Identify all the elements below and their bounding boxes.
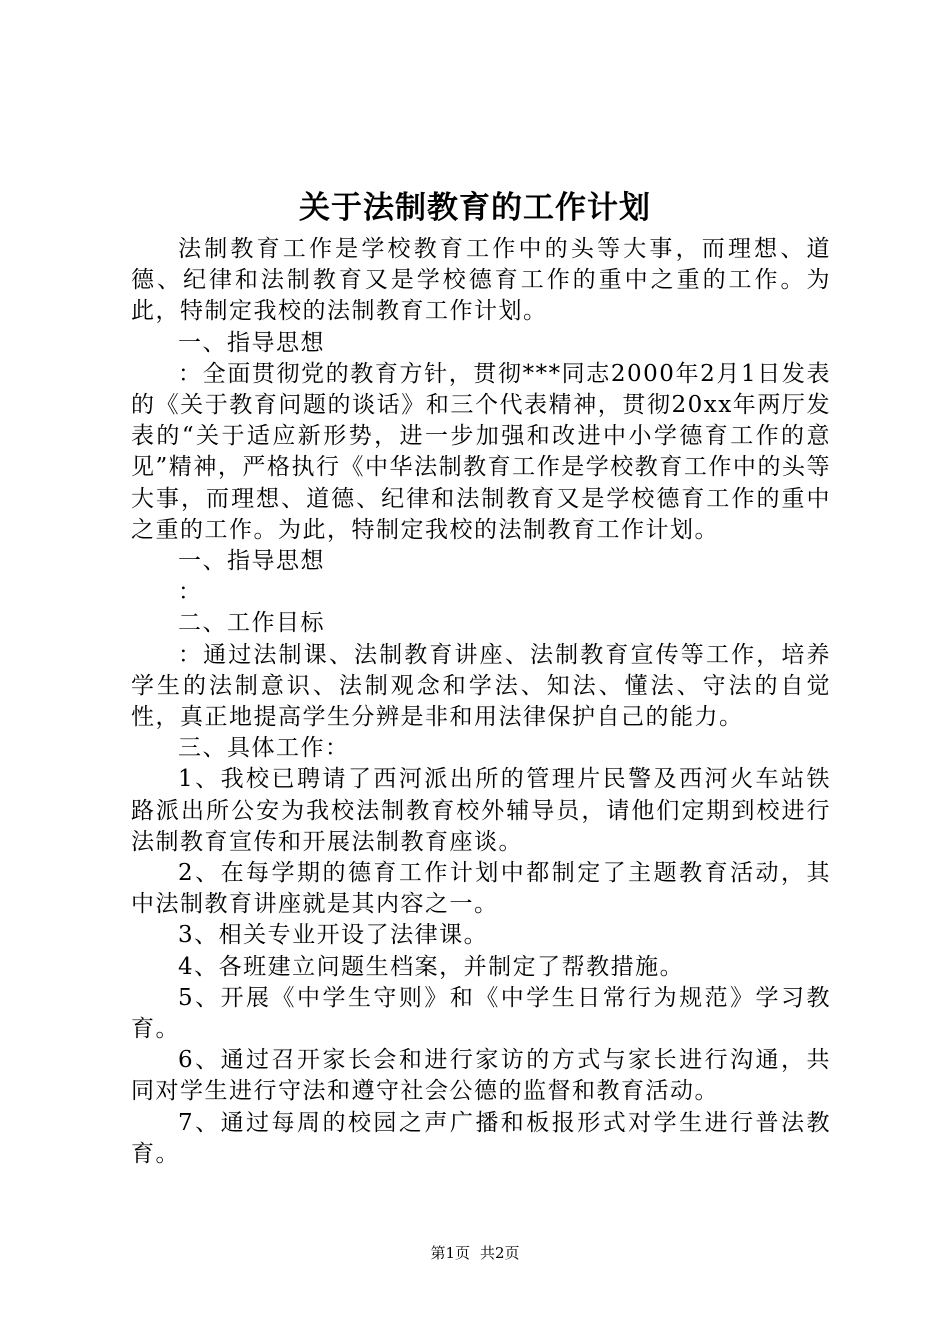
list-item-2: 2、在每学期的德育工作计划中都制定了主题教育活动，其中法制教育讲座就是其内容之一。 [131,860,831,918]
document-body [131,234,831,1170]
list-item-3: 3、相关专业开设了法律课。 [178,922,489,949]
page-footer [0,1243,950,1263]
paragraph-colon: ： [178,579,203,606]
list-item-6: 6、通过召开家长会和进行家访的方式与家长进行沟通，共同对学生进行守法和遵守社会公德的监督和教育活动。 [131,1047,831,1105]
paragraph-intro: 法制教育工作是学校教育工作中的头等大事，而理想、道德、纪律和法制教育又是学校德育工作的重中之重的工作。为此，特制定我校的法制教育工作计划。 [131,236,831,325]
page-total: 共2页 [480,1244,520,1262]
page-number: 第1页 [430,1244,470,1262]
heading-specific-work: 三、具体工作： [178,735,350,762]
list-item-5: 5、开展《中学生守则》和《中学生日常行为规范》学习教育。 [131,984,831,1043]
heading-guiding-thought-repeat: 一、指导思想 [178,548,325,575]
document-title: 关于法制教育的工作计划 [299,190,651,226]
heading-work-goals: 二、工作目标 [178,610,325,637]
paragraph-work-goals: ：通过法制课、法制教育讲座、法制教育宣传等工作，培养学生的法制意识、法制观念和学法、知法、懂法、守法的自觉性，真正地提高学生分辨是非和用法律保护自己的能力。 [131,641,831,731]
list-item-4: 4、各班建立问题生档案，并制定了帮教措施。 [178,953,685,980]
paragraph-guiding-thought: ：全面贯彻党的教育方针，贯彻***同志2000年2月1日发表的《关于教育问题的谈话》和三个代表精神，贯彻20xx年两厅发表的“关于适应新形势，进一步加强和改进中小学德育工作的意见”精神，严格执行《中华法制教育工作是学校教育工作中的头等大事，而理想、道德、纪律和法制教育又是学校德育工作的重中之重的工作。为此，特制定我校的法制教育工作计划。 [131,360,831,543]
heading-guiding-thought: 一、指导思想 [178,329,325,356]
list-item-1: 1、我校已聘请了西河派出所的管理片民警及西河火车站铁路派出所公安为我校法制教育校外辅导员，请他们定期到校进行法制教育宣传和开展法制教育座谈。 [131,766,831,855]
list-item-7: 7、通过每周的校园之声广播和板报形式对学生进行普法教育。 [131,1109,831,1167]
